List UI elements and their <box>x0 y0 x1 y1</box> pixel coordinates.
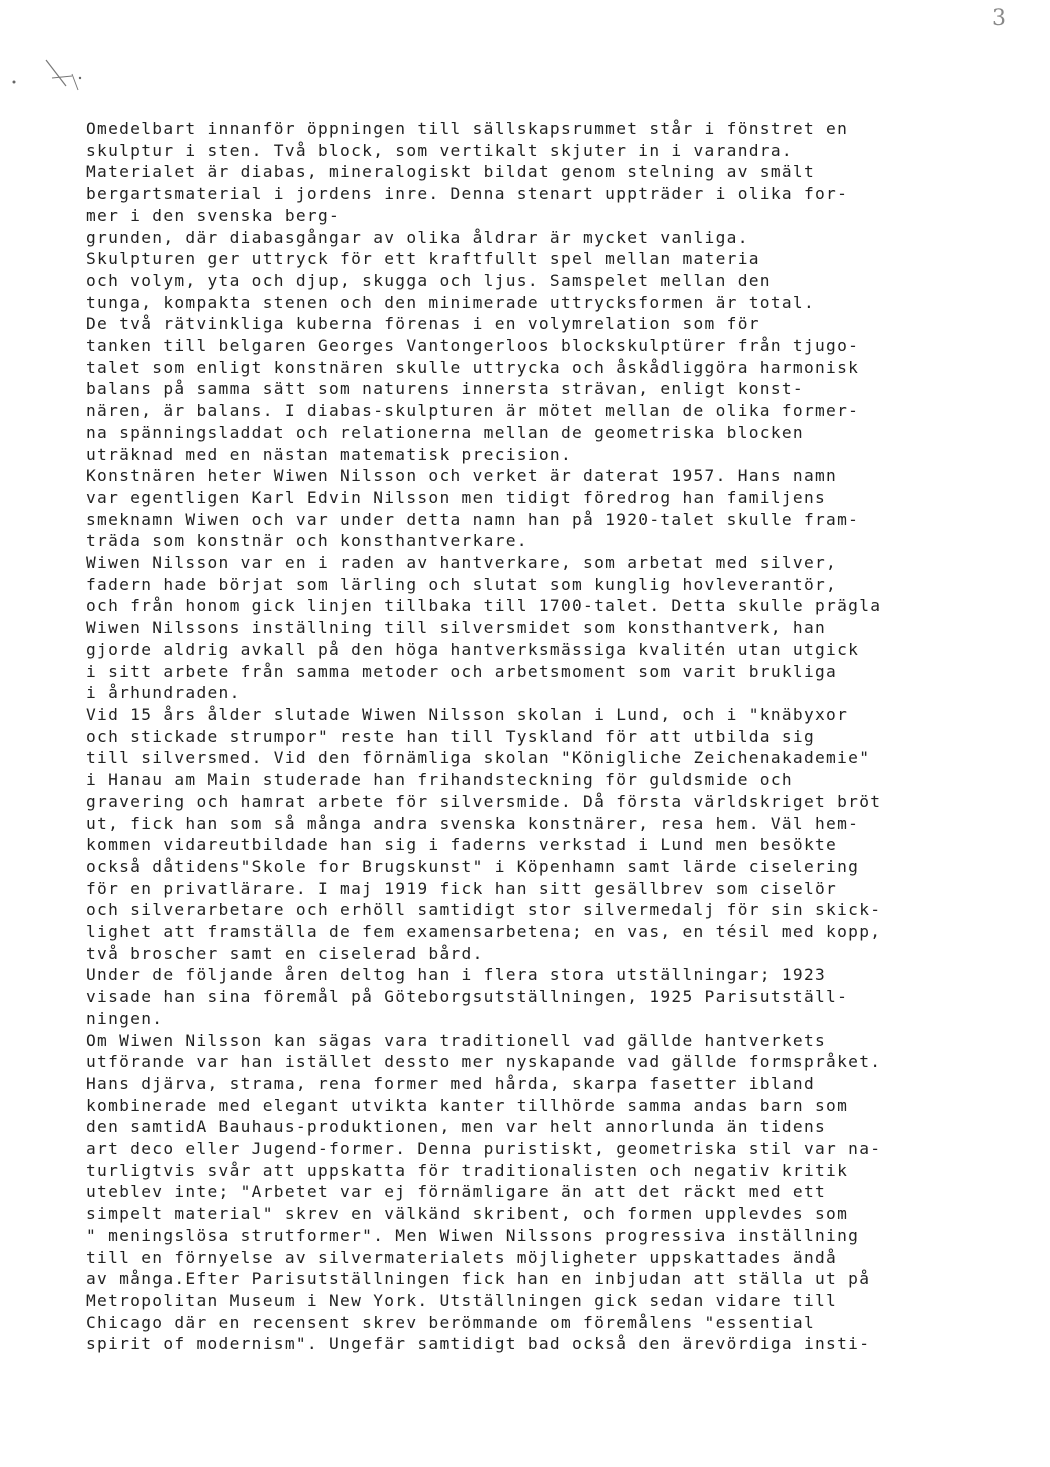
text-line: Wiwen Nilssons inställning till silversmidet som konsthantverk, han <box>86 618 827 638</box>
text-line: " meningslösa strutformer". Men Wiwen Nilssons progressiva inställning <box>86 1225 860 1245</box>
page-number: 3 <box>992 6 1006 31</box>
text-line: två broscher samt en ciselerad bård. <box>86 943 484 963</box>
text-line: ningen. <box>86 1008 164 1028</box>
text-line: talet som enligt konstnären skulle uttrycka och åskådliggöra harmonisk <box>86 357 860 377</box>
text-line: Under de följande åren deltog han i flera stora utställningar; 1923 <box>86 965 827 985</box>
text-line: mer i den svenska berg- <box>86 205 341 225</box>
text-line: och stickade strumpor" reste han till Tyskland för att utbilda sig <box>86 726 816 746</box>
text-line: ut, fick han som så många andra svenska konstnärer, resa hem. Väl hem- <box>86 813 860 833</box>
text-line: Materialet är diabas, mineralogiskt bildat genom stelning av smält <box>86 162 816 182</box>
text-line: na spänningsladdat och relationerna mellan de geometriska blocken <box>86 422 804 442</box>
text-line: för en privatlärare. I maj 1919 fick han sitt gesällbrev som ciselör <box>86 878 838 898</box>
text-line: spirit of modernism". Ungefär samtidigt bad också den ärevördiga insti- <box>86 1334 871 1354</box>
text-line: och volym, yta och djup, skugga och ljus. Samspelet mellan den <box>86 270 771 290</box>
text-line: Omedelbart innanför öppningen till sällskapsrummet står i fönstret en <box>86 119 849 138</box>
text-line: Vid 15 års ålder slutade Wiwen Nilsson skolan i Lund, och i "knäbyxor <box>86 704 849 724</box>
text-line: Konstnären heter Wiwen Nilsson och verket är daterat 1957. Hans namn <box>86 466 838 486</box>
text-line: i sitt arbete från samma metoder och arbetsmoment som varit brukliga <box>86 661 838 681</box>
text-line: art deco eller Jugend-former. Denna puristiskt, geometriska stil var na- <box>86 1139 882 1159</box>
text-line: lighet att framställa de fem examensarbetena; en vas, en tésil med kopp, <box>86 922 882 942</box>
text-line: av många.Efter Parisutställningen fick han en inbjudan att ställa ut på <box>86 1269 871 1289</box>
text-line: i århundraden. <box>86 683 241 703</box>
text-line: tunga, kompakta stenen och den minimerade uttrycksformen är total. <box>86 292 816 312</box>
text-line: uträknad med en nästan matematisk precision. <box>86 444 573 464</box>
text-line: Metropolitan Museum i New York. Utställningen gick sedan vidare till <box>86 1290 838 1310</box>
text-line: Hans djärva, strama, rena former med hårda, skarpa fasetter ibland <box>86 1073 816 1093</box>
text-line: gravering och hamrat arbete för silversmide. Då första världskriget bröt <box>86 791 882 811</box>
text-line: bergartsmaterial i jordens inre. Denna stenart uppträder i olika for- <box>86 184 849 204</box>
text-line: Om Wiwen Nilsson kan sägas vara traditionell vad gällde hantverkets <box>86 1030 827 1050</box>
text-line: De två rätvinkliga kuberna förenas i en volymrelation som för <box>86 314 760 334</box>
text-line: den samtidA Bauhaus-produktionen, men var helt annorlunda än tidens <box>86 1117 827 1137</box>
text-line: nären, är balans. I diabas-skulpturen är mötet mellan de olika former- <box>86 401 860 421</box>
text-line: och från honom gick linjen tillbaka till 1700-talet. Detta skulle prägla <box>86 596 882 616</box>
text-line: och silverarbetare och erhöll samtidigt stor silvermedalj för sin skick- <box>86 900 882 920</box>
text-line: skulptur i sten. Två block, som vertikalt skjuter in i varandra. <box>86 140 793 160</box>
text-line: var egentligen Karl Edvin Nilsson men tidigt föredrog han familjens <box>86 487 827 507</box>
text-line: fadern hade börjat som lärling och slutat som kunglig hovleverantör, <box>86 574 838 594</box>
text-line: gjorde aldrig avkall på den höga hantverksmässiga kvalitén utan utgick <box>86 639 860 659</box>
text-line: Skulpturen ger uttryck för ett kraftfullt spel mellan materia <box>86 249 760 269</box>
text-line: simpelt material" skrev en välkänd skribent, och formen upplevdes som <box>86 1204 849 1224</box>
text-line: tanken till belgaren Georges Vantongerloos blockskulptürer från tjugo- <box>86 336 860 356</box>
text-line: turligtvis svår att uppskatta för traditionalisten och negativ kritik <box>86 1160 849 1180</box>
text-line: grunden, där diabasgångar av olika åldrar är mycket vanliga. <box>86 227 749 247</box>
text-line: i Hanau am Main studerade han frihandsteckning för guldsmide och <box>86 770 793 790</box>
text-line: visade han sina föremål på Göteborgsutställningen, 1925 Parisutställ- <box>86 987 849 1007</box>
text-line: till en förnyelse av silvermaterialets möjligheter uppskattades ändå <box>86 1247 838 1267</box>
text-line: kombinerade med elegant utvikta kanter tillhörde samma andas barn som <box>86 1095 849 1115</box>
text-line: träda som konstnär och konsthantverkare. <box>86 531 528 551</box>
text-line: smeknamn Wiwen och var under detta namn han på 1920-talet skulle fram- <box>86 509 860 529</box>
text-line: uteblev inte; "Arbetet var ej förnämligare än att det räckt med ett <box>86 1182 827 1202</box>
text-line: Wiwen Nilsson var en i raden av hantverkare, som arbetat med silver, <box>86 553 838 573</box>
text-line: Chicago där en recensent skrev berömmande om föremålens "essential <box>86 1312 816 1332</box>
text-line: balans på samma sätt som naturens innersta strävan, enligt konst- <box>86 379 804 399</box>
text-line: till silversmed. Vid den förnämliga skolan "Königliche Zeichenakademie" <box>86 748 871 768</box>
typewritten-body-text <box>86 118 1016 1355</box>
text-line: kommen vidareutbildade han sig i faderns verkstad i Lund men besökte <box>86 835 838 855</box>
text-line: också dåtidens"Skole for Brugskunst" i Köpenhamn samt lärde ciselering <box>86 856 860 876</box>
handwritten-mark-icon <box>8 56 98 106</box>
text-line: utförande var han istället dessto mer nyskapande vad gällde formspråket. <box>86 1052 882 1072</box>
